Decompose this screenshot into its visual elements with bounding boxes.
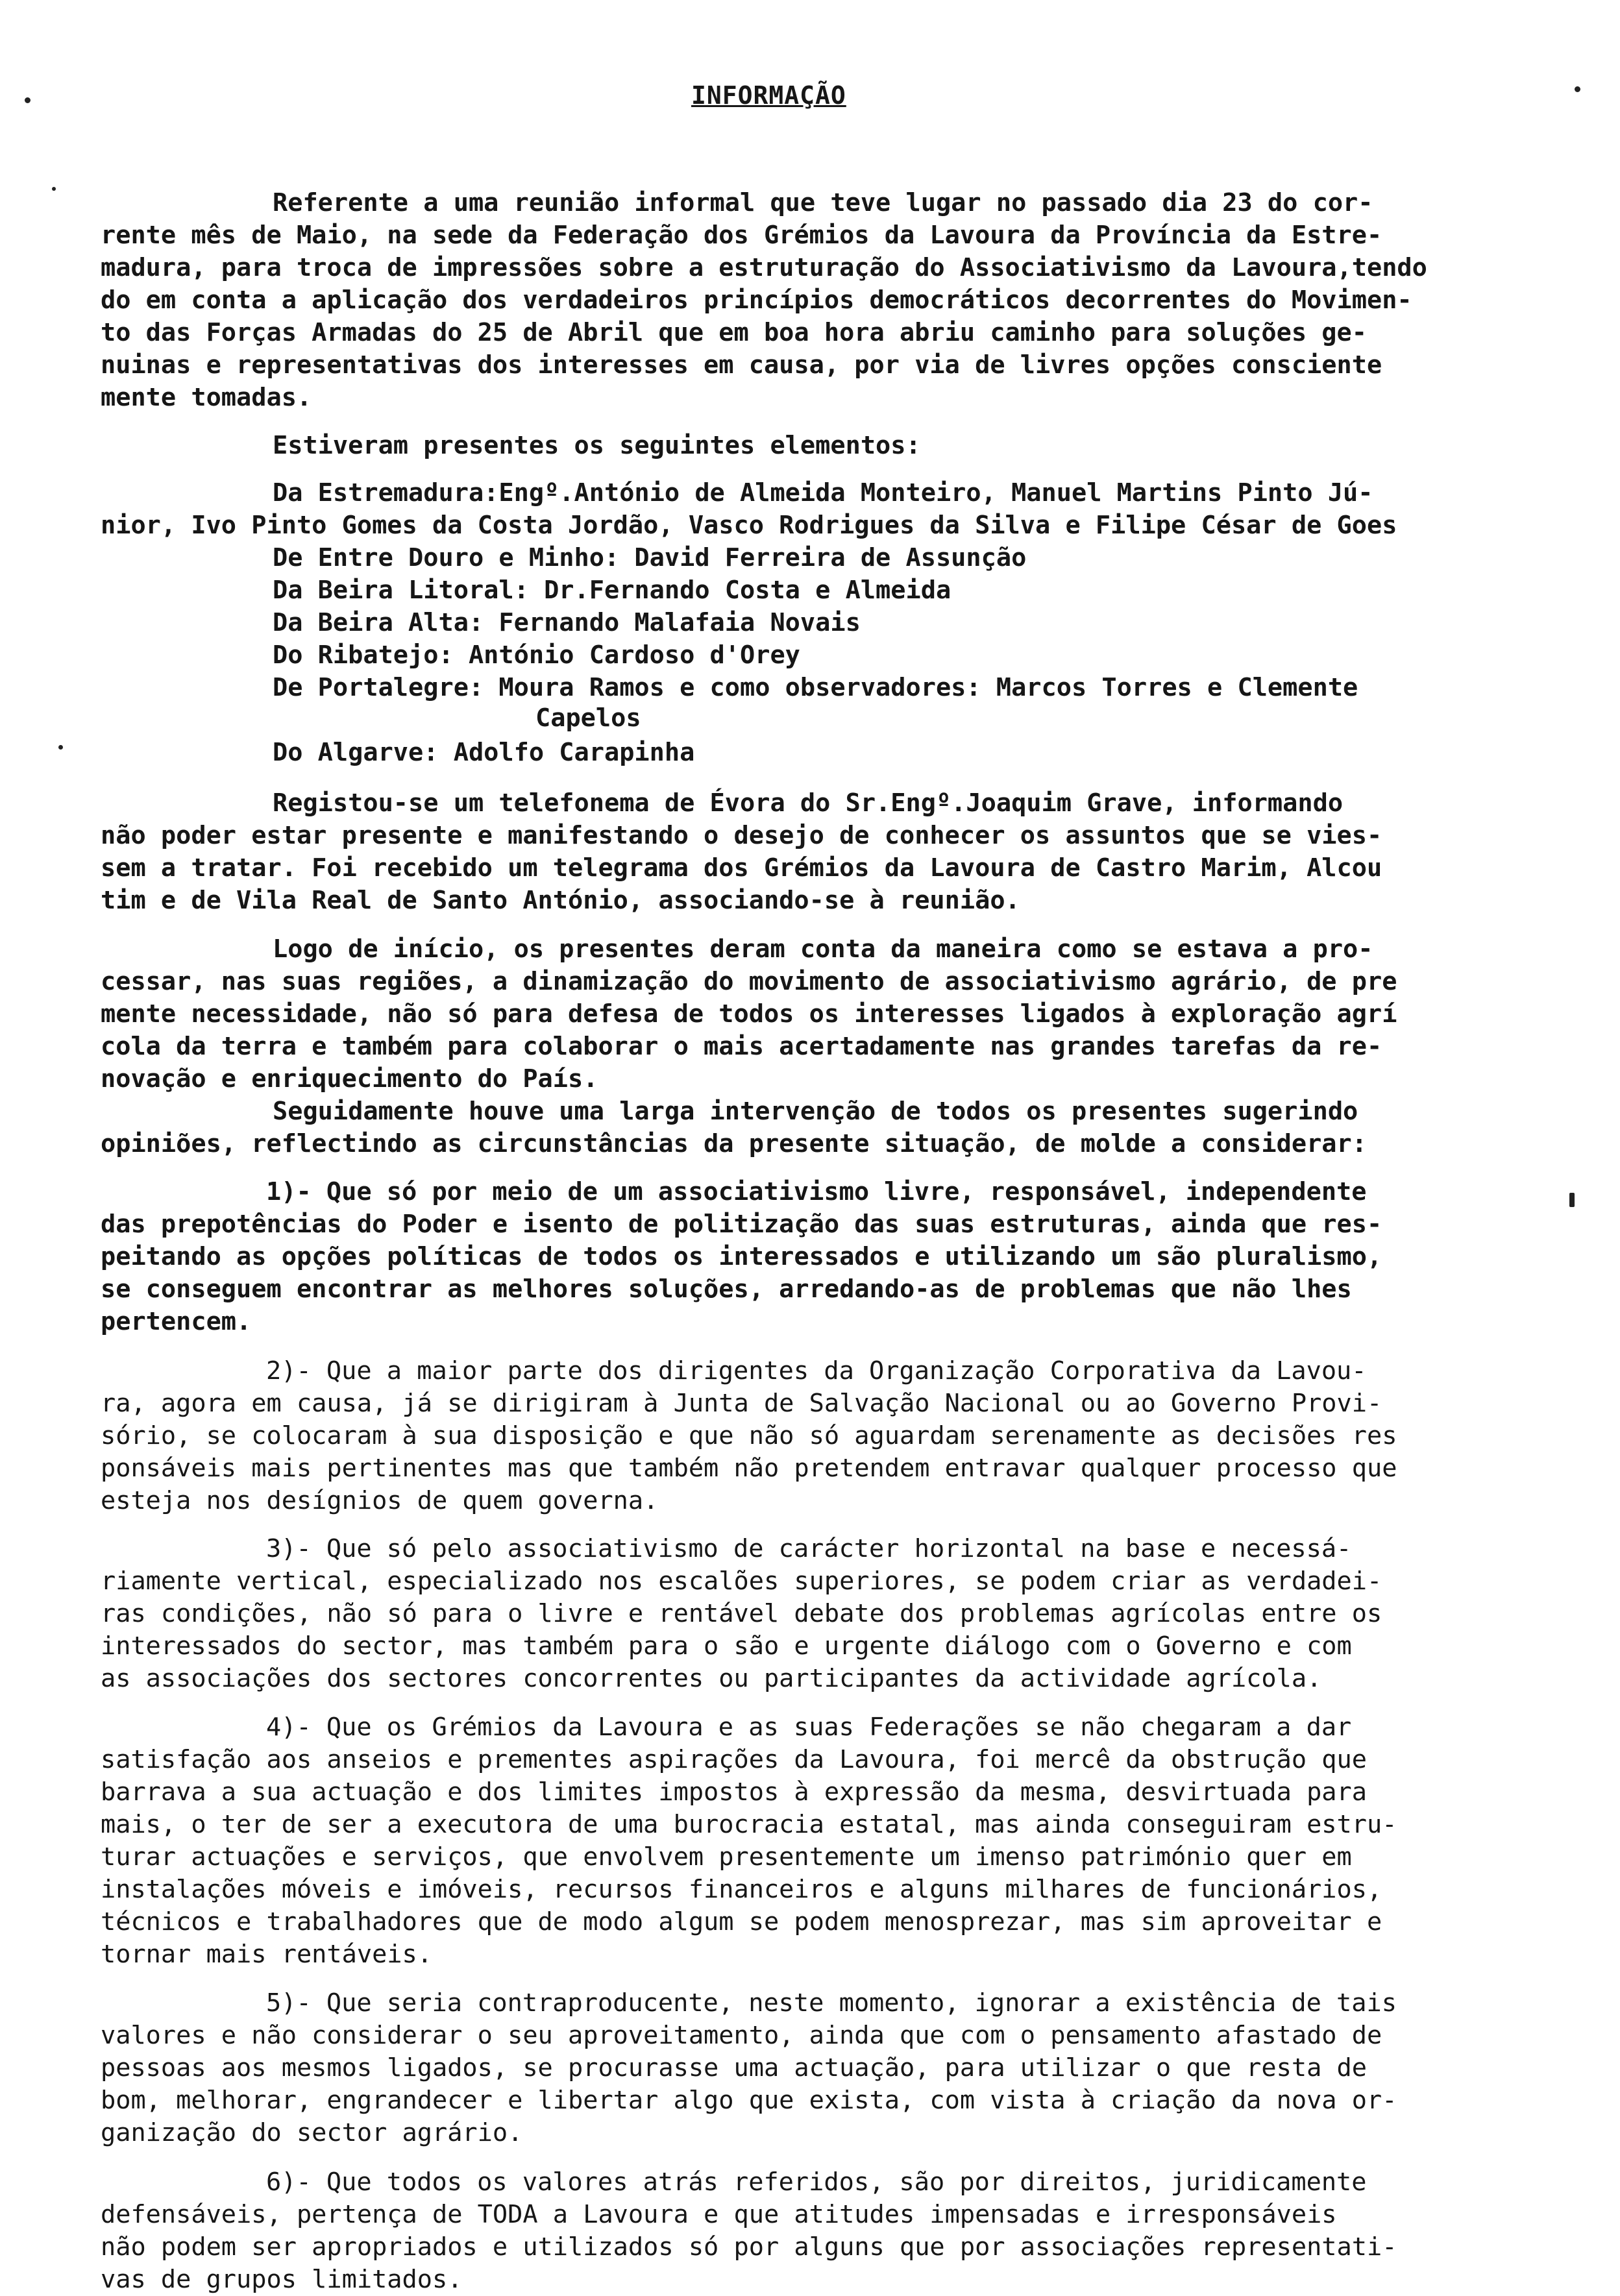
attendee-line: De Entre Douro e Minho: David Ferreira de Assunção <box>273 543 1027 572</box>
scan-speck <box>58 745 63 750</box>
numbered-item-line: turar actuações e serviços, que envolvem presentemente um imenso património quer em <box>101 1842 1352 1872</box>
numbered-item-line: tornar mais rentáveis. <box>101 1940 432 1969</box>
numbered-item-line: ponsáveis mais pertinentes mas que também não pretendem entravar qualquer processo que <box>101 1454 1397 1483</box>
text-line: Referente a uma reunião informal que teve lugar no passado dia 23 do cor- <box>273 188 1373 217</box>
text-line: sem a tratar. Foi recebido um telegrama dos Grémios da Lavoura de Castro Marim, Alcou <box>101 853 1382 883</box>
numbered-item-line: bom, melhorar, engrandecer e libertar algo que exista, com vista à criação da nova or- <box>101 2086 1397 2115</box>
numbered-item-line: peitando as opções políticas de todos os interessados e utilizando um são pluralismo, <box>101 1242 1382 1271</box>
numbered-item-line: ras condições, não só para o livre e rentável debate dos problemas agrícolas entre os <box>101 1599 1382 1628</box>
text-line: cola da terra e também para colaborar o mais acertadamente nas grandes tarefas da re- <box>101 1032 1382 1061</box>
text-line: nuinas e representativas dos interesses em causa, por via de livres opções consciente <box>101 350 1382 380</box>
attendee-line: De Portalegre: Moura Ramos e como observadores: Marcos Torres e Clemente <box>273 673 1358 702</box>
numbered-item-line: 6)- Que todos os valores atrás referidos, são por direitos, juridicamente <box>266 2168 1367 2197</box>
numbered-item-line: pessoas aos mesmos ligados, se procurasse uma actuação, para utilizar o que resta de <box>101 2053 1367 2082</box>
text-line: do em conta a aplicação dos verdadeiros princípios democráticos decorrentes do Movimen- <box>101 286 1412 315</box>
numbered-item-line: pertencem. <box>101 1307 252 1336</box>
numbered-item-line: defensáveis, pertença de TODA a Lavoura e que atitudes impensadas e irresponsáveis <box>101 2200 1337 2229</box>
text-line: Registou-se um telefonema de Évora do Sr.Engº.Joaquim Grave, informando <box>273 788 1344 818</box>
numbered-item-line: instalações móveis e imóveis, recursos financeiros e alguns milhares de funcionários, <box>101 1875 1382 1904</box>
attendee-line: Capelos <box>535 703 641 733</box>
scan-speck <box>1575 86 1580 92</box>
text-line: cessar, nas suas regiões, a dinamização do movimento de associativismo agrário, de pre <box>101 967 1397 996</box>
numbered-item-line: se conseguem encontrar as melhores soluções, arredando-as de problemas que não lhes <box>101 1275 1352 1304</box>
numbered-item-line: ra, agora em causa, já se dirigiram à Junta de Salvação Nacional ou ao Governo Provi- <box>101 1389 1382 1418</box>
attendee-line: Do Algarve: Adolfo Carapinha <box>273 738 695 767</box>
numbered-item-line: as associações dos sectores concorrentes ou participantes da actividade agrícola. <box>101 1664 1322 1693</box>
numbered-item-line: esteja nos desígnios de quem governa. <box>101 1486 659 1515</box>
numbered-item-line: 4)- Que os Grémios da Lavoura e as suas Federações se não chegaram a dar <box>266 1713 1352 1742</box>
text-line: Estiveram presentes os seguintes elementos: <box>273 431 921 460</box>
numbered-item-line: 1)- Que só por meio de um associativismo livre, responsável, independente <box>266 1177 1367 1206</box>
text-line: novação e enriquecimento do País. <box>101 1064 598 1093</box>
text-line: madura, para troca de impressões sobre a estruturação do Associativismo da Lavoura,tendo <box>101 253 1427 282</box>
text-line: Seguidamente houve uma larga intervenção de todos os presentes sugerindo <box>273 1097 1358 1126</box>
numbered-item-line: 5)- Que seria contraproducente, neste momento, ignorar a existência de tais <box>266 1988 1397 2018</box>
text-line: to das Forças Armadas do 25 de Abril que em boa hora abriu caminho para soluções ge- <box>101 318 1367 347</box>
numbered-item-line: valores e não considerar o seu aproveitamento, ainda que com o pensamento afastado de <box>101 2021 1382 2050</box>
numbered-item-line: ganização do sector agrário. <box>101 2118 523 2147</box>
attendee-line: Do Ribatejo: António Cardoso d'Orey <box>273 641 800 670</box>
numbered-item-line: interessados do sector, mas também para o são e urgente diálogo com o Governo e com <box>101 1631 1352 1661</box>
numbered-item-line: técnicos e trabalhadores que de modo algum se podem menosprezar, mas sim aproveitar e <box>101 1907 1382 1936</box>
text-line: não poder estar presente e manifestando o desejo de conhecer os assuntos que se vies- <box>101 821 1382 850</box>
text-line: mente tomadas. <box>101 383 312 412</box>
document-title: INFORMAÇÃO <box>691 81 846 110</box>
text-line: Logo de início, os presentes deram conta da maneira como se estava a pro- <box>273 934 1373 964</box>
numbered-item-line: vas de grupos limitados. <box>101 2265 463 2294</box>
numbered-item-line: 2)- Que a maior parte dos dirigentes da Organização Corporativa da Lavou- <box>266 1356 1367 1386</box>
numbered-item-line: riamente vertical, especializado nos escalões superiores, se podem criar as verdadei- <box>101 1567 1382 1596</box>
attendee-line: Da Beira Alta: Fernando Malafaia Novais <box>273 608 861 637</box>
attendee-line: Da Estremadura:Engº.António de Almeida Monteiro, Manuel Martins Pinto Jú- <box>273 478 1373 507</box>
attendee-line: Da Beira Litoral: Dr.Fernando Costa e Almeida <box>273 576 951 605</box>
numbered-item-line: não podem ser apropriados e utilizados só por alguns que por associações representati- <box>101 2232 1397 2262</box>
numbered-item-line: mais, o ter de ser a executora de uma burocracia estatal, mas ainda conseguiram estru- <box>101 1810 1397 1839</box>
text-line: rente mês de Maio, na sede da Federação dos Grémios da Lavoura da Província da Estre- <box>101 221 1382 250</box>
text-line: mente necessidade, não só para defesa de todos os interesses ligados à exploração agrí <box>101 999 1397 1029</box>
numbered-item-line: sório, se colocaram à sua disposição e que não só aguardam serenamente as decisões res <box>101 1421 1397 1450</box>
numbered-item-line: satisfação aos anseios e prementes aspirações da Lavoura, foi mercê da obstrução que <box>101 1745 1367 1774</box>
numbered-item-line: das prepotências do Poder e isento de politização das suas estruturas, ainda que res- <box>101 1210 1382 1239</box>
scan-speck <box>25 97 31 103</box>
scan-mark <box>1569 1193 1575 1207</box>
text-line: tim e de Vila Real de Santo António, associando-se à reunião. <box>101 886 1020 915</box>
attendee-line: nior, Ivo Pinto Gomes da Costa Jordão, Vasco Rodrigues da Silva e Filipe César de Goes <box>101 511 1397 540</box>
text-line: opiniões, reflectindo as circunstâncias da presente situação, de molde a considerar: <box>101 1129 1367 1158</box>
scan-speck <box>52 187 56 191</box>
numbered-item-line: barrava a sua actuação e dos limites impostos à expressão da mesma, desvirtuada para <box>101 1777 1367 1807</box>
numbered-item-line: 3)- Que só pelo associativismo de carácter horizontal na base e necessá- <box>266 1534 1352 1563</box>
